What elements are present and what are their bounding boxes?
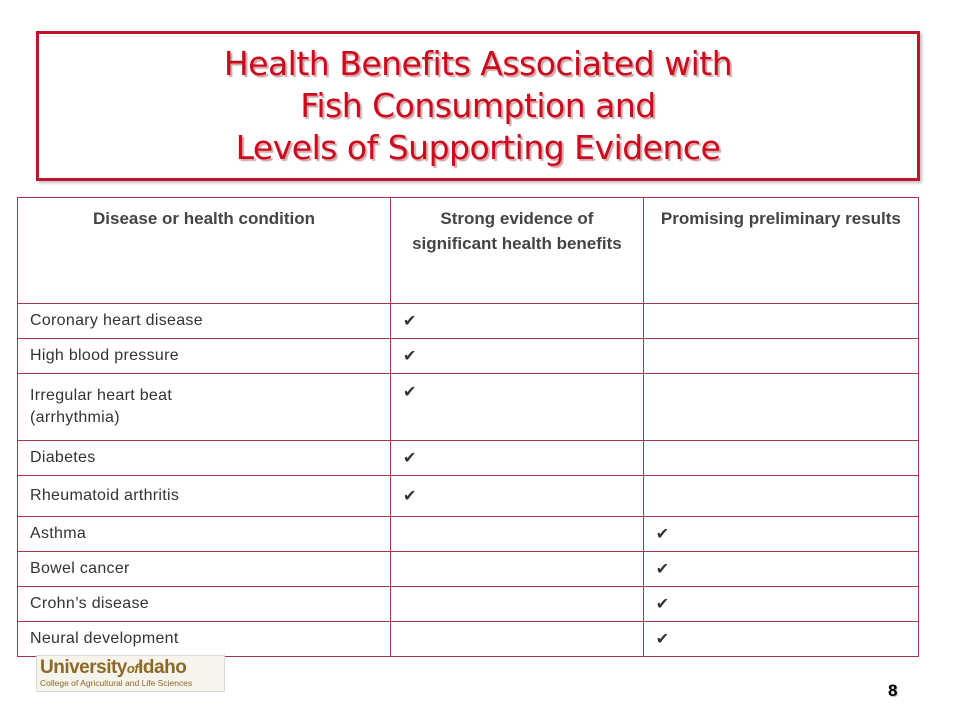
- condition-cell: Diabetes: [18, 441, 391, 476]
- promising-check-cell: [643, 374, 918, 441]
- header-condition: Disease or health condition: [18, 198, 391, 304]
- logo-name-of: of: [126, 661, 139, 676]
- table-row: [18, 304, 919, 339]
- strong-check-cell: [391, 517, 644, 552]
- slide-title-line-2: Fish Consumption and: [300, 86, 656, 125]
- strong-check-cell: ✔: [391, 304, 644, 339]
- strong-check-cell: [391, 587, 644, 622]
- condition-cell: Rheumatoid arthritis: [18, 476, 391, 517]
- condition-cell: Irregular heart beat (arrhythmia): [18, 374, 391, 441]
- condition-cell: Bowel cancer: [18, 552, 391, 587]
- header-promising-results: Promising preliminary results: [643, 198, 918, 304]
- strong-check-cell: [391, 622, 644, 657]
- promising-check-cell: [643, 441, 918, 476]
- page-number: 8: [888, 681, 898, 700]
- strong-check-cell: ✔: [391, 339, 644, 374]
- promising-check-cell: ✔: [643, 517, 918, 552]
- promising-check-cell: ✔: [643, 622, 918, 657]
- promising-check-cell: ✔: [643, 552, 918, 587]
- header-strong-evidence: Strong evidence of significant health benefits: [391, 198, 644, 304]
- table-row: [18, 374, 919, 441]
- condition-cell: Asthma: [18, 517, 391, 552]
- table-row: [18, 587, 919, 622]
- slide-title-line-1: Health Benefits Associated with: [223, 44, 733, 83]
- strong-check-cell: [391, 552, 644, 587]
- logo-subtitle: College of Agricultural and Life Sciences: [40, 678, 193, 688]
- promising-check-cell: ✔: [643, 587, 918, 622]
- condition-cell: Neural development: [18, 622, 391, 657]
- table-row: [18, 517, 919, 552]
- condition-cell: Crohn’s disease: [18, 587, 391, 622]
- promising-check-cell: [643, 339, 918, 374]
- university-logo: [36, 655, 225, 692]
- logo-wordmark: [40, 657, 186, 679]
- slide-title-line-3: Levels of Supporting Evidence: [235, 128, 721, 167]
- logo-name-university: University: [40, 657, 127, 678]
- slide-title-box: [36, 31, 920, 181]
- table-row: [18, 339, 919, 374]
- promising-check-cell: [643, 476, 918, 517]
- promising-check-cell: [643, 304, 918, 339]
- table-row: [18, 441, 919, 476]
- evidence-table: [17, 197, 919, 657]
- table-row: [18, 622, 919, 657]
- strong-check-cell: ✔: [391, 374, 644, 441]
- logo-name-idaho: Idaho: [138, 657, 187, 678]
- strong-check-cell: ✔: [391, 476, 644, 517]
- strong-check-cell: ✔: [391, 441, 644, 476]
- condition-cell: Coronary heart disease: [18, 304, 391, 339]
- condition-cell: High blood pressure: [18, 339, 391, 374]
- table-row: [18, 552, 919, 587]
- table-row: [18, 476, 919, 517]
- table-header-row: [18, 198, 919, 304]
